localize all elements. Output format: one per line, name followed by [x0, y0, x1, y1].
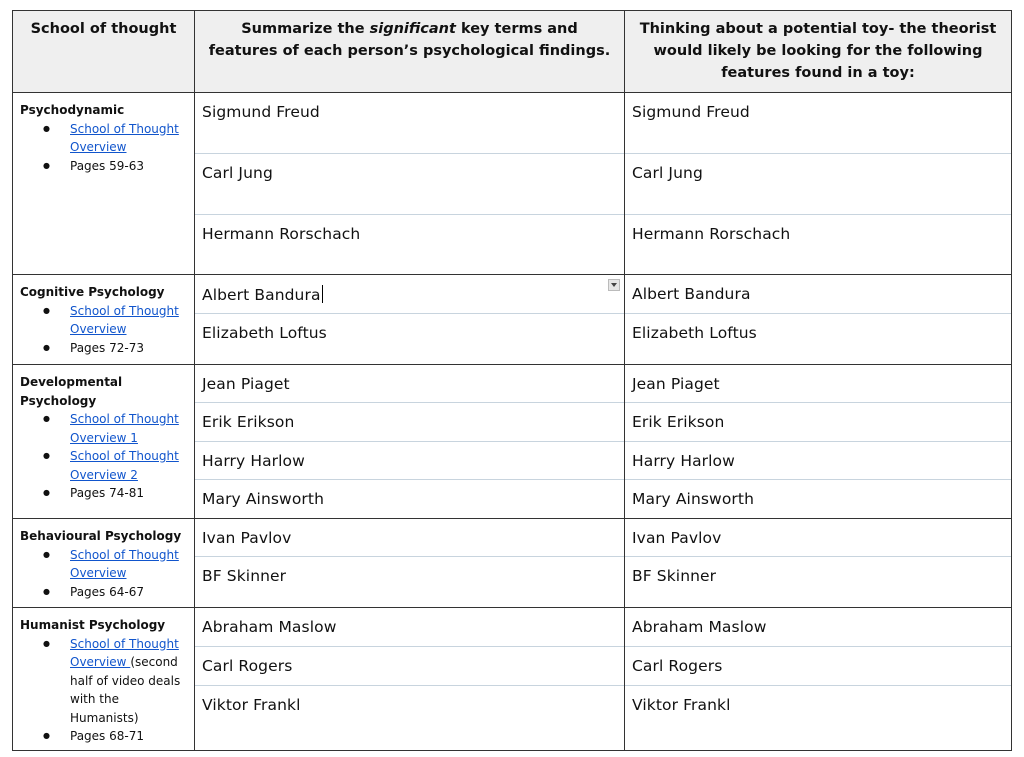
header-school: [13, 11, 194, 93]
school-cell-content: [13, 519, 194, 601]
summary-group: [195, 93, 624, 275]
page-range: Pages 74-81: [70, 486, 144, 500]
header-toy: [625, 11, 1011, 93]
toy-cell[interactable]: [625, 442, 1011, 480]
person-name: Albert Bandura: [632, 285, 751, 303]
resource-list: [20, 635, 190, 746]
resource-item: [70, 484, 190, 503]
overview-link[interactable]: School of Thought Overview: [70, 547, 179, 580]
toy-cell[interactable]: [625, 275, 1011, 314]
summary-group: [195, 519, 624, 608]
person-name: Erik Erikson: [202, 413, 295, 431]
resource-item: [70, 447, 190, 484]
school-name: Cognitive Psychology: [20, 285, 165, 299]
summary-cell[interactable]: [195, 93, 624, 154]
overview-link[interactable]: School of Thought Overview: [70, 121, 179, 154]
overview-link[interactable]: School of Thought Overview 2: [70, 449, 179, 482]
school-cell-content: [13, 365, 194, 503]
toy-cell[interactable]: [625, 403, 1011, 442]
toy-group: [625, 93, 1011, 275]
toy-group: [625, 365, 1011, 519]
summary-cell[interactable]: [195, 647, 624, 686]
school-cell: [13, 93, 194, 275]
summary-cell[interactable]: [195, 365, 624, 403]
school-name: Humanist Psychology: [20, 618, 166, 632]
person-name: Harry Harlow: [632, 452, 735, 470]
summary-cell[interactable]: [195, 608, 624, 647]
resource-item: [70, 120, 190, 157]
summary-group: [195, 275, 624, 365]
summary-group: [195, 365, 624, 519]
summary-column: [195, 11, 625, 750]
school-cell: [13, 365, 194, 519]
person-name: Elizabeth Loftus: [202, 324, 327, 342]
school-cell: [13, 275, 194, 365]
school-cell: [13, 608, 194, 752]
person-name: Albert Bandura: [202, 286, 321, 304]
resource-item: [70, 410, 190, 447]
person-name: Hermann Rorschach: [632, 225, 791, 243]
toy-cell[interactable]: [625, 480, 1011, 519]
summary-cell[interactable]: [195, 314, 624, 365]
school-column: [13, 11, 195, 750]
person-name: Ivan Pavlov: [202, 529, 292, 547]
school-cell-content: [13, 93, 194, 175]
header-school-text: School of thought: [30, 21, 177, 37]
dropdown-arrow-icon[interactable]: [608, 279, 620, 291]
person-name: Carl Rogers: [202, 657, 293, 675]
resource-list: [20, 546, 190, 602]
school-name: Behavioural Psychology: [20, 529, 182, 543]
person-name: Jean Piaget: [202, 375, 290, 393]
overview-link[interactable]: School of Thought Overview: [70, 636, 179, 669]
toy-cell[interactable]: [625, 686, 1011, 752]
header-summary-text: Summarize the significant key terms and features of each person’s psychological findings.: [208, 21, 611, 59]
person-name: Mary Ainsworth: [632, 490, 754, 508]
person-name: Harry Harlow: [202, 452, 305, 470]
toy-cell[interactable]: [625, 608, 1011, 647]
person-name: Viktor Frankl: [202, 696, 301, 714]
toy-group: [625, 519, 1011, 608]
summary-cell[interactable]: [195, 403, 624, 442]
school-cell-content: [13, 608, 194, 746]
toy-cell[interactable]: [625, 647, 1011, 686]
overview-link[interactable]: School of Thought Overview 1: [70, 412, 179, 445]
toy-column: [625, 11, 1011, 750]
header-summary: [195, 11, 624, 93]
toy-group: [625, 608, 1011, 752]
school-cell-content: [13, 275, 194, 357]
person-name: BF Skinner: [632, 567, 717, 585]
toy-cell[interactable]: [625, 519, 1011, 557]
person-name: Carl Rogers: [632, 657, 723, 675]
person-name: Sigmund Freud: [632, 103, 750, 121]
person-name: BF Skinner: [202, 567, 287, 585]
toy-cell[interactable]: [625, 365, 1011, 403]
summary-cell[interactable]: [195, 275, 624, 314]
summary-cell[interactable]: [195, 686, 624, 752]
person-name: Erik Erikson: [632, 413, 725, 431]
psychology-table: [12, 10, 1012, 751]
toy-cell[interactable]: [625, 557, 1011, 608]
school-cell: [13, 519, 194, 608]
summary-cell[interactable]: [195, 215, 624, 275]
overview-link[interactable]: School of Thought Overview: [70, 303, 179, 336]
school-name: Developmental Psychology: [20, 375, 123, 408]
summary-cell[interactable]: [195, 154, 624, 215]
resource-item: [70, 546, 190, 583]
toy-cell[interactable]: [625, 93, 1011, 154]
summary-cell[interactable]: [195, 519, 624, 557]
header-toy-text: Thinking about a potential toy- the theorist would likely be looking for the following features found in a toy:: [639, 21, 997, 81]
text-cursor: [322, 285, 324, 303]
page-range: Pages 68-71: [70, 729, 144, 743]
resource-item: [70, 583, 190, 602]
toy-cell[interactable]: [625, 314, 1011, 365]
summary-group: [195, 608, 624, 752]
school-name: Psychodynamic: [20, 103, 125, 117]
page-range: Pages 72-73: [70, 340, 144, 355]
person-name: Hermann Rorschach: [202, 225, 361, 243]
resource-note: (second half of video deals with the Humanists): [70, 655, 181, 725]
page-range: Pages 59-63: [70, 158, 144, 173]
resource-item: [70, 157, 190, 176]
person-name: Mary Ainsworth: [202, 490, 324, 508]
person-name: Carl Jung: [632, 164, 703, 182]
person-name: Ivan Pavlov: [632, 529, 722, 547]
summary-cell[interactable]: [195, 557, 624, 608]
toy-group: [625, 275, 1011, 365]
resource-item: [70, 635, 190, 728]
toy-cell[interactable]: [625, 215, 1011, 275]
resource-list: [20, 302, 190, 358]
person-name: Viktor Frankl: [632, 696, 731, 714]
person-name: Jean Piaget: [632, 375, 720, 393]
person-name: Sigmund Freud: [202, 103, 320, 121]
page-range: Pages 64-67: [70, 584, 144, 599]
resource-item: [70, 302, 190, 339]
resource-item: [70, 339, 190, 358]
resource-item: [70, 727, 190, 746]
summary-cell[interactable]: [195, 480, 624, 519]
person-name: Elizabeth Loftus: [632, 324, 757, 342]
summary-cell[interactable]: [195, 442, 624, 480]
toy-cell[interactable]: [625, 154, 1011, 215]
resource-list: [20, 120, 190, 176]
person-name: Abraham Maslow: [632, 618, 767, 636]
person-name: Abraham Maslow: [202, 618, 337, 636]
resource-list: [20, 410, 190, 503]
person-name: Carl Jung: [202, 164, 273, 182]
